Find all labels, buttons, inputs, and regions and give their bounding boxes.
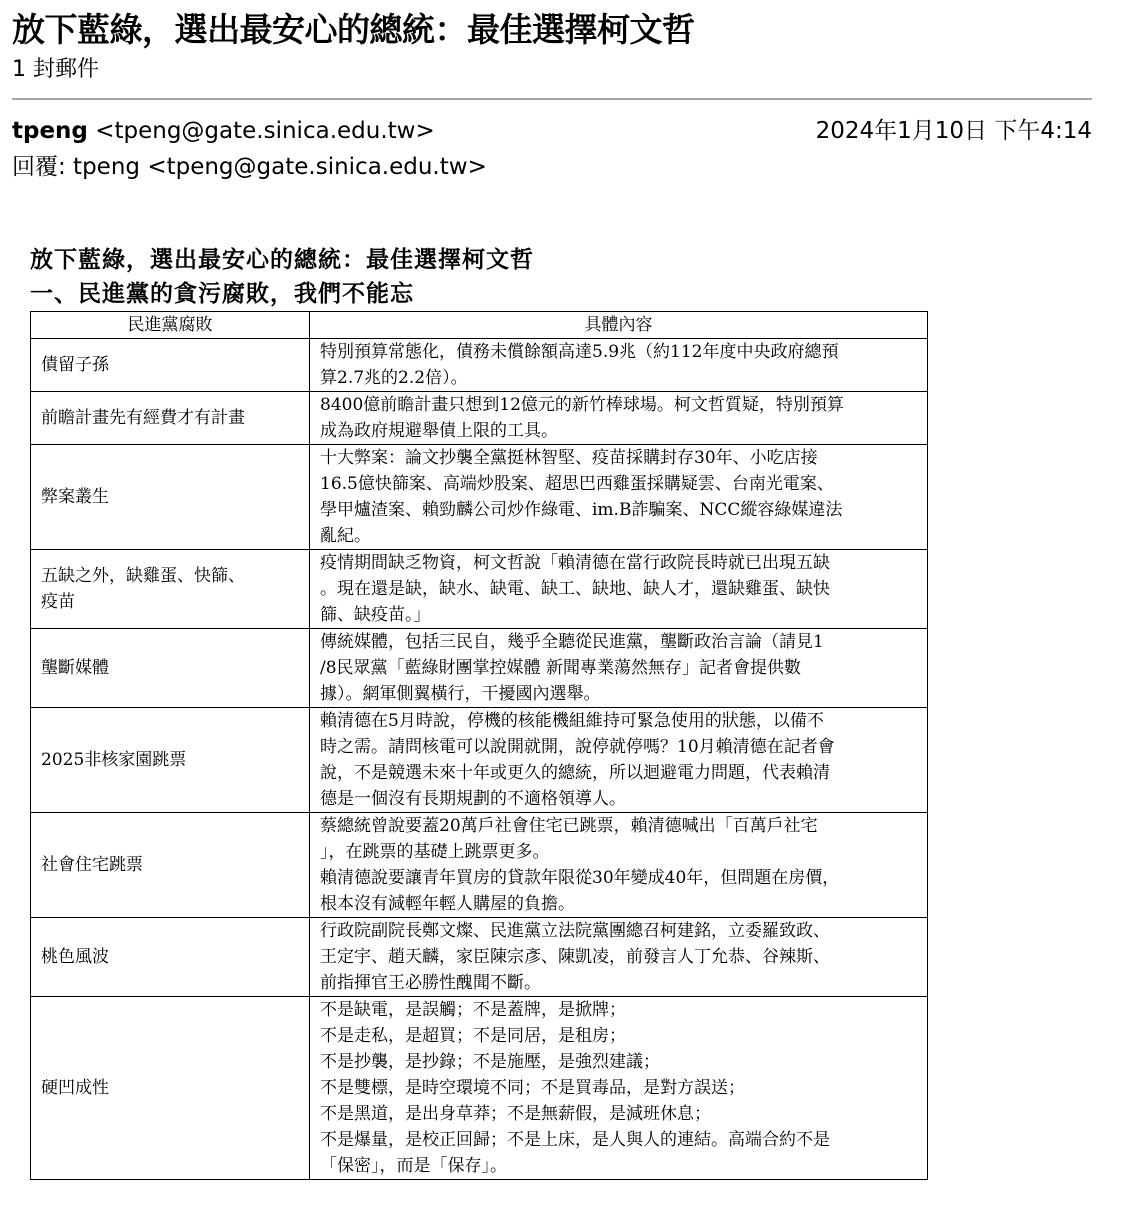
content-line: 不是走私，是超買；不是同居，是租房； — [320, 1026, 626, 1046]
topic-line: 疫苗 — [41, 592, 75, 612]
row-topic — [31, 708, 310, 813]
table-row — [31, 339, 928, 392]
table-header-row — [31, 312, 928, 339]
content-line: 傳統媒體，包括三民自，幾乎全聽從民進黨，壟斷政治言論（請見1 — [320, 632, 824, 652]
content-line: 根本沒有減輕年輕人購屋的負擔。 — [320, 894, 575, 914]
row-content — [310, 918, 928, 997]
sender-name: tpeng — [12, 118, 88, 144]
table-row — [31, 629, 928, 708]
content-line: 十大弊案：論文抄襲全黨挺林智堅、疫苗採購封存30年、小吃店接 — [320, 448, 818, 468]
content-line: 算2.7兆的2.2倍）。 — [320, 368, 468, 388]
content-line: 不是黑道，是出身草莽；不是無薪假，是減班休息； — [320, 1104, 711, 1124]
topic-line: 2025非核家園跳票 — [41, 750, 187, 770]
row-content — [310, 445, 928, 550]
row-topic — [31, 813, 310, 918]
table-row — [31, 708, 928, 813]
row-topic — [31, 392, 310, 445]
content-line: 「保密」，而是「保存」。 — [320, 1156, 507, 1176]
table-row — [31, 918, 928, 997]
row-content — [310, 813, 928, 918]
content-line: /8民眾黨「藍綠財團掌控媒體 新聞專業蕩然無存」記者會提供數 — [320, 658, 801, 678]
email-subject: 放下藍綠，選出最安心的總統：最佳選擇柯文哲 — [12, 10, 695, 49]
content-line: 8400億前瞻計畫只想到12億元的新竹棒球場。柯文哲質疑，特別預算 — [320, 395, 844, 415]
topic-line: 社會住宅跳票 — [41, 855, 143, 875]
header-divider — [12, 98, 1092, 100]
content-line: 特別預算常態化，債務未償餘額高達5.9兆（約112年度中央政府總預 — [320, 342, 839, 362]
content-line: 亂紀。 — [320, 526, 371, 546]
topic-line: 壟斷媒體 — [41, 658, 109, 678]
sender-email[interactable]: <tpeng@gate.sinica.edu.tw> — [95, 118, 435, 144]
sender-row — [12, 116, 1092, 146]
header-content: 具體內容 — [310, 312, 928, 339]
topic-line: 桃色風波 — [41, 947, 109, 967]
content-line: 行政院副院長鄭文燦、民進黨立法院黨團總召柯建銘，立委羅致政、 — [320, 921, 830, 941]
table-row — [31, 445, 928, 550]
content-line: 篩、缺疫苗。」 — [320, 605, 431, 625]
content-line: 賴清德說要讓青年買房的貸款年限從30年變成40年，但問題在房價， — [320, 868, 840, 888]
content-line: 16.5億快篩案、高端炒股案、超思巴西雞蛋採購疑雲、台南光電案、 — [320, 474, 834, 494]
row-content — [310, 997, 928, 1180]
row-content — [310, 708, 928, 813]
content-line: 賴清德在5月時說，停機的核能機組維持可緊急使用的狀態，以備不 — [320, 711, 824, 731]
table-row — [31, 550, 928, 629]
topic-line: 五缺之外，缺雞蛋、快篩、 — [41, 566, 245, 586]
content-line: 成為政府規避舉債上限的工具。 — [320, 421, 558, 441]
topic-line: 硬凹成性 — [41, 1078, 109, 1098]
content-line: 說，不是競選未來十年或更久的總統，所以迴避電力問題，代表賴清 — [320, 763, 830, 783]
message-count: 1 封郵件 — [12, 57, 99, 82]
row-content — [310, 339, 928, 392]
content-line: 不是缺電，是誤觸；不是蓋牌，是掀牌； — [320, 1000, 626, 1020]
row-content — [310, 629, 928, 708]
content-line: 」，在跳票的基礎上跳票更多。 — [320, 842, 550, 862]
row-topic — [31, 918, 310, 997]
row-topic — [31, 550, 310, 629]
content-line: 不是雙標，是時空環境不同；不是買毒品，是對方誤送； — [320, 1078, 745, 1098]
content-line: 蔡總統曾說要蓋20萬戶社會住宅已跳票，賴清德喊出「百萬戶社宅 — [320, 816, 818, 836]
section-heading: 一、民進黨的貪污腐敗，我們不能忘 — [30, 280, 414, 307]
content-line: 不是抄襲，是抄錄；不是施壓，是強烈建議； — [320, 1052, 660, 1072]
content-line: 。現在還是缺，缺水、缺電、缺工、缺地、缺人才，還缺雞蛋、缺快 — [320, 579, 830, 599]
email-header — [12, 0, 1092, 182]
content-line: 德是一個沒有長期規劃的不適格領導人。 — [320, 789, 626, 809]
table-body — [31, 339, 928, 1180]
content-line: 疫情期間缺乏物資，柯文哲說「賴清德在當行政院長時就已出現五缺 — [320, 553, 830, 573]
table-row — [31, 997, 928, 1180]
content-line: 王定宇、趙天麟，家臣陳宗彥、陳凱凌，前發言人丁允恭、谷辣斯、 — [320, 947, 830, 967]
email-date: 2024年1月10日 下午4:14 — [815, 118, 1092, 144]
topic-line: 債留子孫 — [41, 355, 109, 375]
content-line: 學甲爐渣案、賴勁麟公司炒作綠電、im.B詐騙案、NCC縱容綠媒違法 — [320, 500, 843, 520]
topic-line: 前瞻計畫先有經費才有計畫 — [41, 408, 245, 428]
reply-to: 回覆: tpeng <tpeng@gate.sinica.edu.tw> — [12, 154, 487, 180]
row-content — [310, 550, 928, 629]
row-content — [310, 392, 928, 445]
document-title: 放下藍綠，選出最安心的總統：最佳選擇柯文哲 — [30, 246, 534, 273]
corruption-table — [30, 311, 928, 1180]
row-topic — [31, 339, 310, 392]
content-line: 前指揮官王必勝性醜聞不斷。 — [320, 973, 541, 993]
topic-line: 弊案叢生 — [41, 487, 109, 507]
table-row — [31, 813, 928, 918]
content-line: 據）。網軍側翼橫行，干擾國內選舉。 — [320, 684, 601, 704]
row-topic — [31, 445, 310, 550]
row-topic — [31, 997, 310, 1180]
header-topic: 民進黨腐敗 — [31, 312, 310, 339]
content-line: 時之需。請問核電可以說開就開，說停就停嗎？10月賴清德在記者會 — [320, 737, 835, 757]
table-row — [31, 392, 928, 445]
row-topic — [31, 629, 310, 708]
email-body — [30, 243, 930, 1180]
content-line: 不是爆量，是校正回歸；不是上床，是人與人的連結。高端合約不是 — [320, 1130, 830, 1150]
